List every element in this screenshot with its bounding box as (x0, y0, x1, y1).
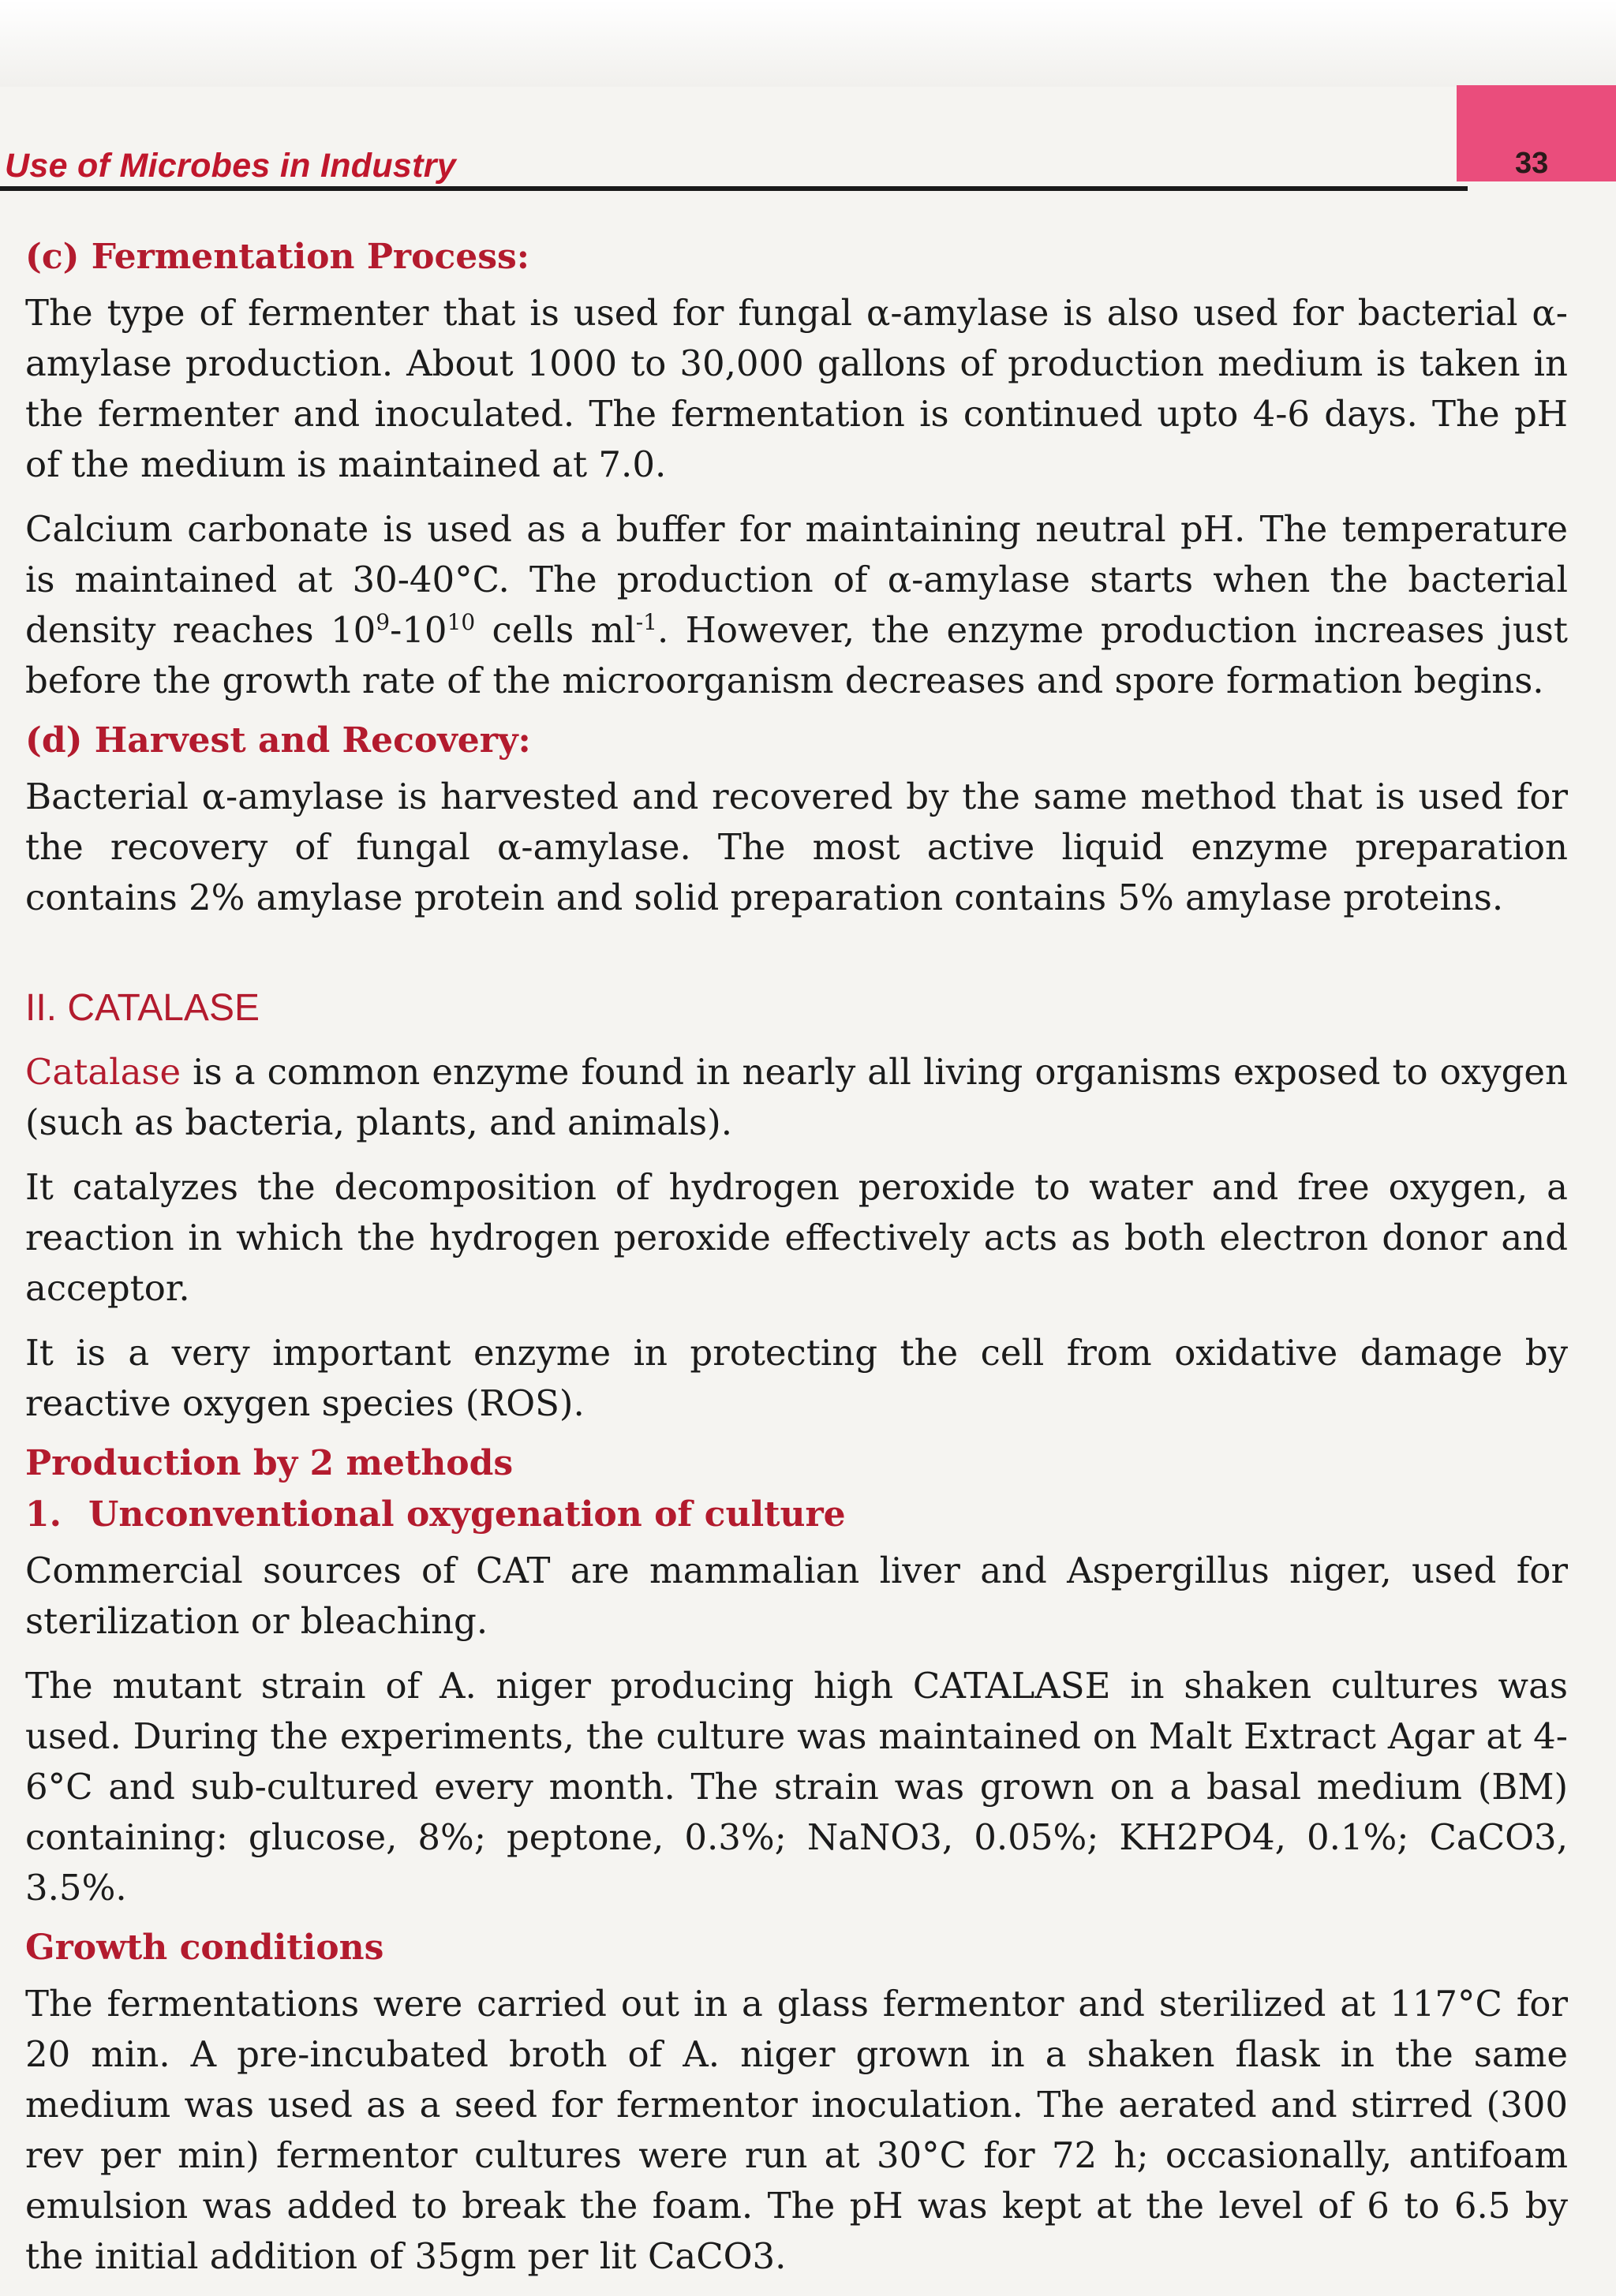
page-number: 33 (1515, 147, 1549, 180)
method-title: Unconventional oxygenation of culture (88, 1494, 846, 1535)
paragraph-mutant-strain: The mutant strain of A. niger producing high CATALASE in shaken cultures was used. During the experiments, the culture was maintained on Malt Extract Agar at 4-6°C and sub-cultured every month. The strain was grown on a basal medium (BM) containing: glucose, 8%; peptone, 0.3%; NaNO3, 0.05%; KH2PO4, 0.1%; CaCO3, 3.5%. (25, 1665, 1568, 1909)
paragraph-catalase-protection: It is a very important enzyme in protecting the cell from oxidative damage by reactive oxygen species (ROS). (25, 1332, 1568, 1424)
text-segment: -10 (390, 609, 447, 651)
method-number: 1. (25, 1494, 62, 1535)
heading-growth-conditions: Growth conditions (25, 1928, 384, 1968)
paragraph-commercial-sources: Commercial sources of CAT are mammalian liver and Aspergillus niger, used for sterilization or bleaching. (25, 1550, 1568, 1642)
heading-production-methods: Production by 2 methods (25, 1443, 514, 1483)
page-header (0, 85, 1616, 196)
paragraph-calcium-carbonate (25, 504, 1568, 706)
header-rule (0, 186, 1468, 191)
paragraph-catalase-reaction: It catalyzes the decomposition of hydrogen peroxide to water and free oxygen, a reaction in which the hydrogen peroxide effectively acts as both electron donor and acceptor. (25, 1166, 1568, 1309)
page-top-shade (0, 0, 1616, 87)
paragraph-harvest: Bacterial α-amylase is harvested and recovered by the same method that is used for the recovery of fungal α-amylase. The most active liquid enzyme preparation contains 2% amylase protein and solid preparation contains 5% amylase proteins. (25, 776, 1568, 918)
text-segment: Calcium carbonate is used as a buffer for maintaining neutral pH. The temperature is maintained at 30-40°C. The production of α-amylase starts when the bacterial density reaches 10 (25, 508, 1568, 651)
running-title: Use of Microbes in Industry (5, 147, 456, 185)
text-segment: . However, the enzyme production increases just before the growth rate of the microorganism decreases and spore formation begins. (25, 609, 1568, 701)
text-segment: cells ml (475, 609, 636, 651)
heading-fermentation-process: (c) Fermentation Process: (25, 237, 530, 277)
superscript: -1 (635, 609, 657, 635)
heading-harvest-recovery: (d) Harvest and Recovery: (25, 720, 531, 761)
page-content (25, 237, 1568, 2296)
superscript: 9 (376, 609, 391, 635)
heading-method-1 (25, 1494, 1568, 1535)
term-catalase: Catalase (25, 1051, 181, 1093)
superscript: 10 (447, 609, 476, 635)
heading-catalase: II. CATALASE (25, 987, 260, 1029)
paragraph-fermenter-type: The type of fermenter that is used for fungal α-amylase is also used for bacterial α-amylase production. About 1000 to 30,000 gallons of production medium is taken in the fermenter and inoculated. The fermentation is continued upto 4-6 days. The pH of the medium is maintained at 7.0. (25, 292, 1568, 485)
paragraph-growth-conditions: The fermentations were carried out in a glass fermentor and sterilized at 117°C for 20 min. A pre-incubated broth of A. niger grown in a shaken flask in the same medium was used as a seed for fermentor inoculation. The aerated and stirred (300 rev per min) fermentor cultures were run at 30°C for 72 h; occasionally, antifoam emulsion was added to break the foam. The pH was kept at the level of 6 to 6.5 by the initial addition of 35gm per lit CaCO3. (25, 1983, 1568, 2277)
paragraph-catalase-intro (25, 1047, 1568, 1148)
text-segment: is a common enzyme found in nearly all living organisms exposed to oxygen (such as bacteria, plants, and animals). (25, 1051, 1568, 1143)
